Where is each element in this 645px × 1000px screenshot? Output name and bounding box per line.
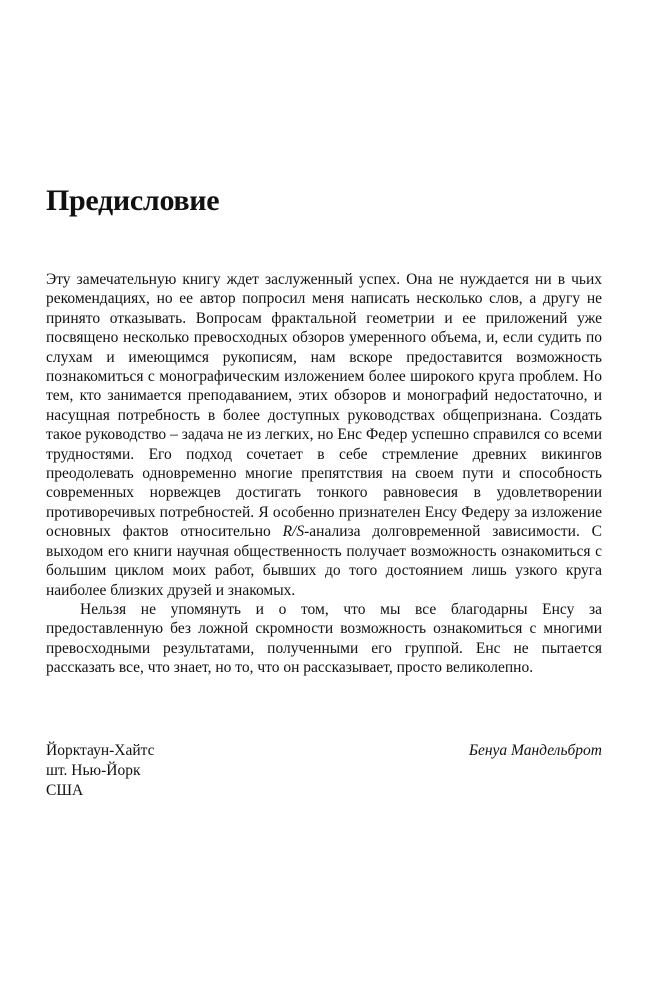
place-line-2: шт. Нью-Йорк [46,762,141,779]
paragraph-1 [46,270,602,600]
page-title: Предисловие [46,184,220,217]
signature-block [46,741,602,801]
author-name: Бенуа Мандельброт [468,742,602,759]
place-line-3: США [46,782,84,799]
body-text [46,270,602,678]
paragraph-2: Нельзя не упомянуть и о том, что мы все благодарны Енсу за предоставленную без ложной скромности возможность ознакомиться с многими превосходными результатами, полученными его группой. Енс не пытается рассказать все, что знает, но то, что он рассказывает, просто великолепно. [46,600,602,677]
paragraph-1-text-start: Эту замечательную книгу ждет заслуженный успех. Она не нуждается ни в чьих рекомендациях, но ее автор попросил меня написать несколько слов, а другу не принято отказывать. Вопросам фрактальной геометрии и ее приложений уже посвящено несколько превосходных обзоров умеренного объема, и, если судить по слухам и имеющимся рукописям, нам вскоре предоставится возможность познакомиться с монографическим изложением более широкого круга проблем. Но тем, кто занимается преподаванием, этих обзоров и монографий недостаточно, и насущная потребность в более доступных руководствах общепризнана. Создать такое руководство – задача не из легких, но Енс Федер успешно справился со всеми трудностями. Его подход сочетает в себе стремление древних викингов преодолевать одновременно многие препятствия на своем пути и способность современных норвежцев достигать тонкого равновесия в удовлетворении противоречивых потребностей. Я особенно признателен Енсу Федеру за изложение основных фактов относительно [46,271,602,541]
paragraph-1-text-end: -анализа долговременной зависимости. С выходом его книги научная общественность получает возможность ознакомиться с большим циклом моих работ, бывших до того достоянием лишь узкого круга наиболее близких друзей и знакомых. [46,523,602,599]
paragraph-1-italic-term: R/S [282,523,305,541]
place-line-1: Йорктаун-Хайтс [46,742,155,759]
